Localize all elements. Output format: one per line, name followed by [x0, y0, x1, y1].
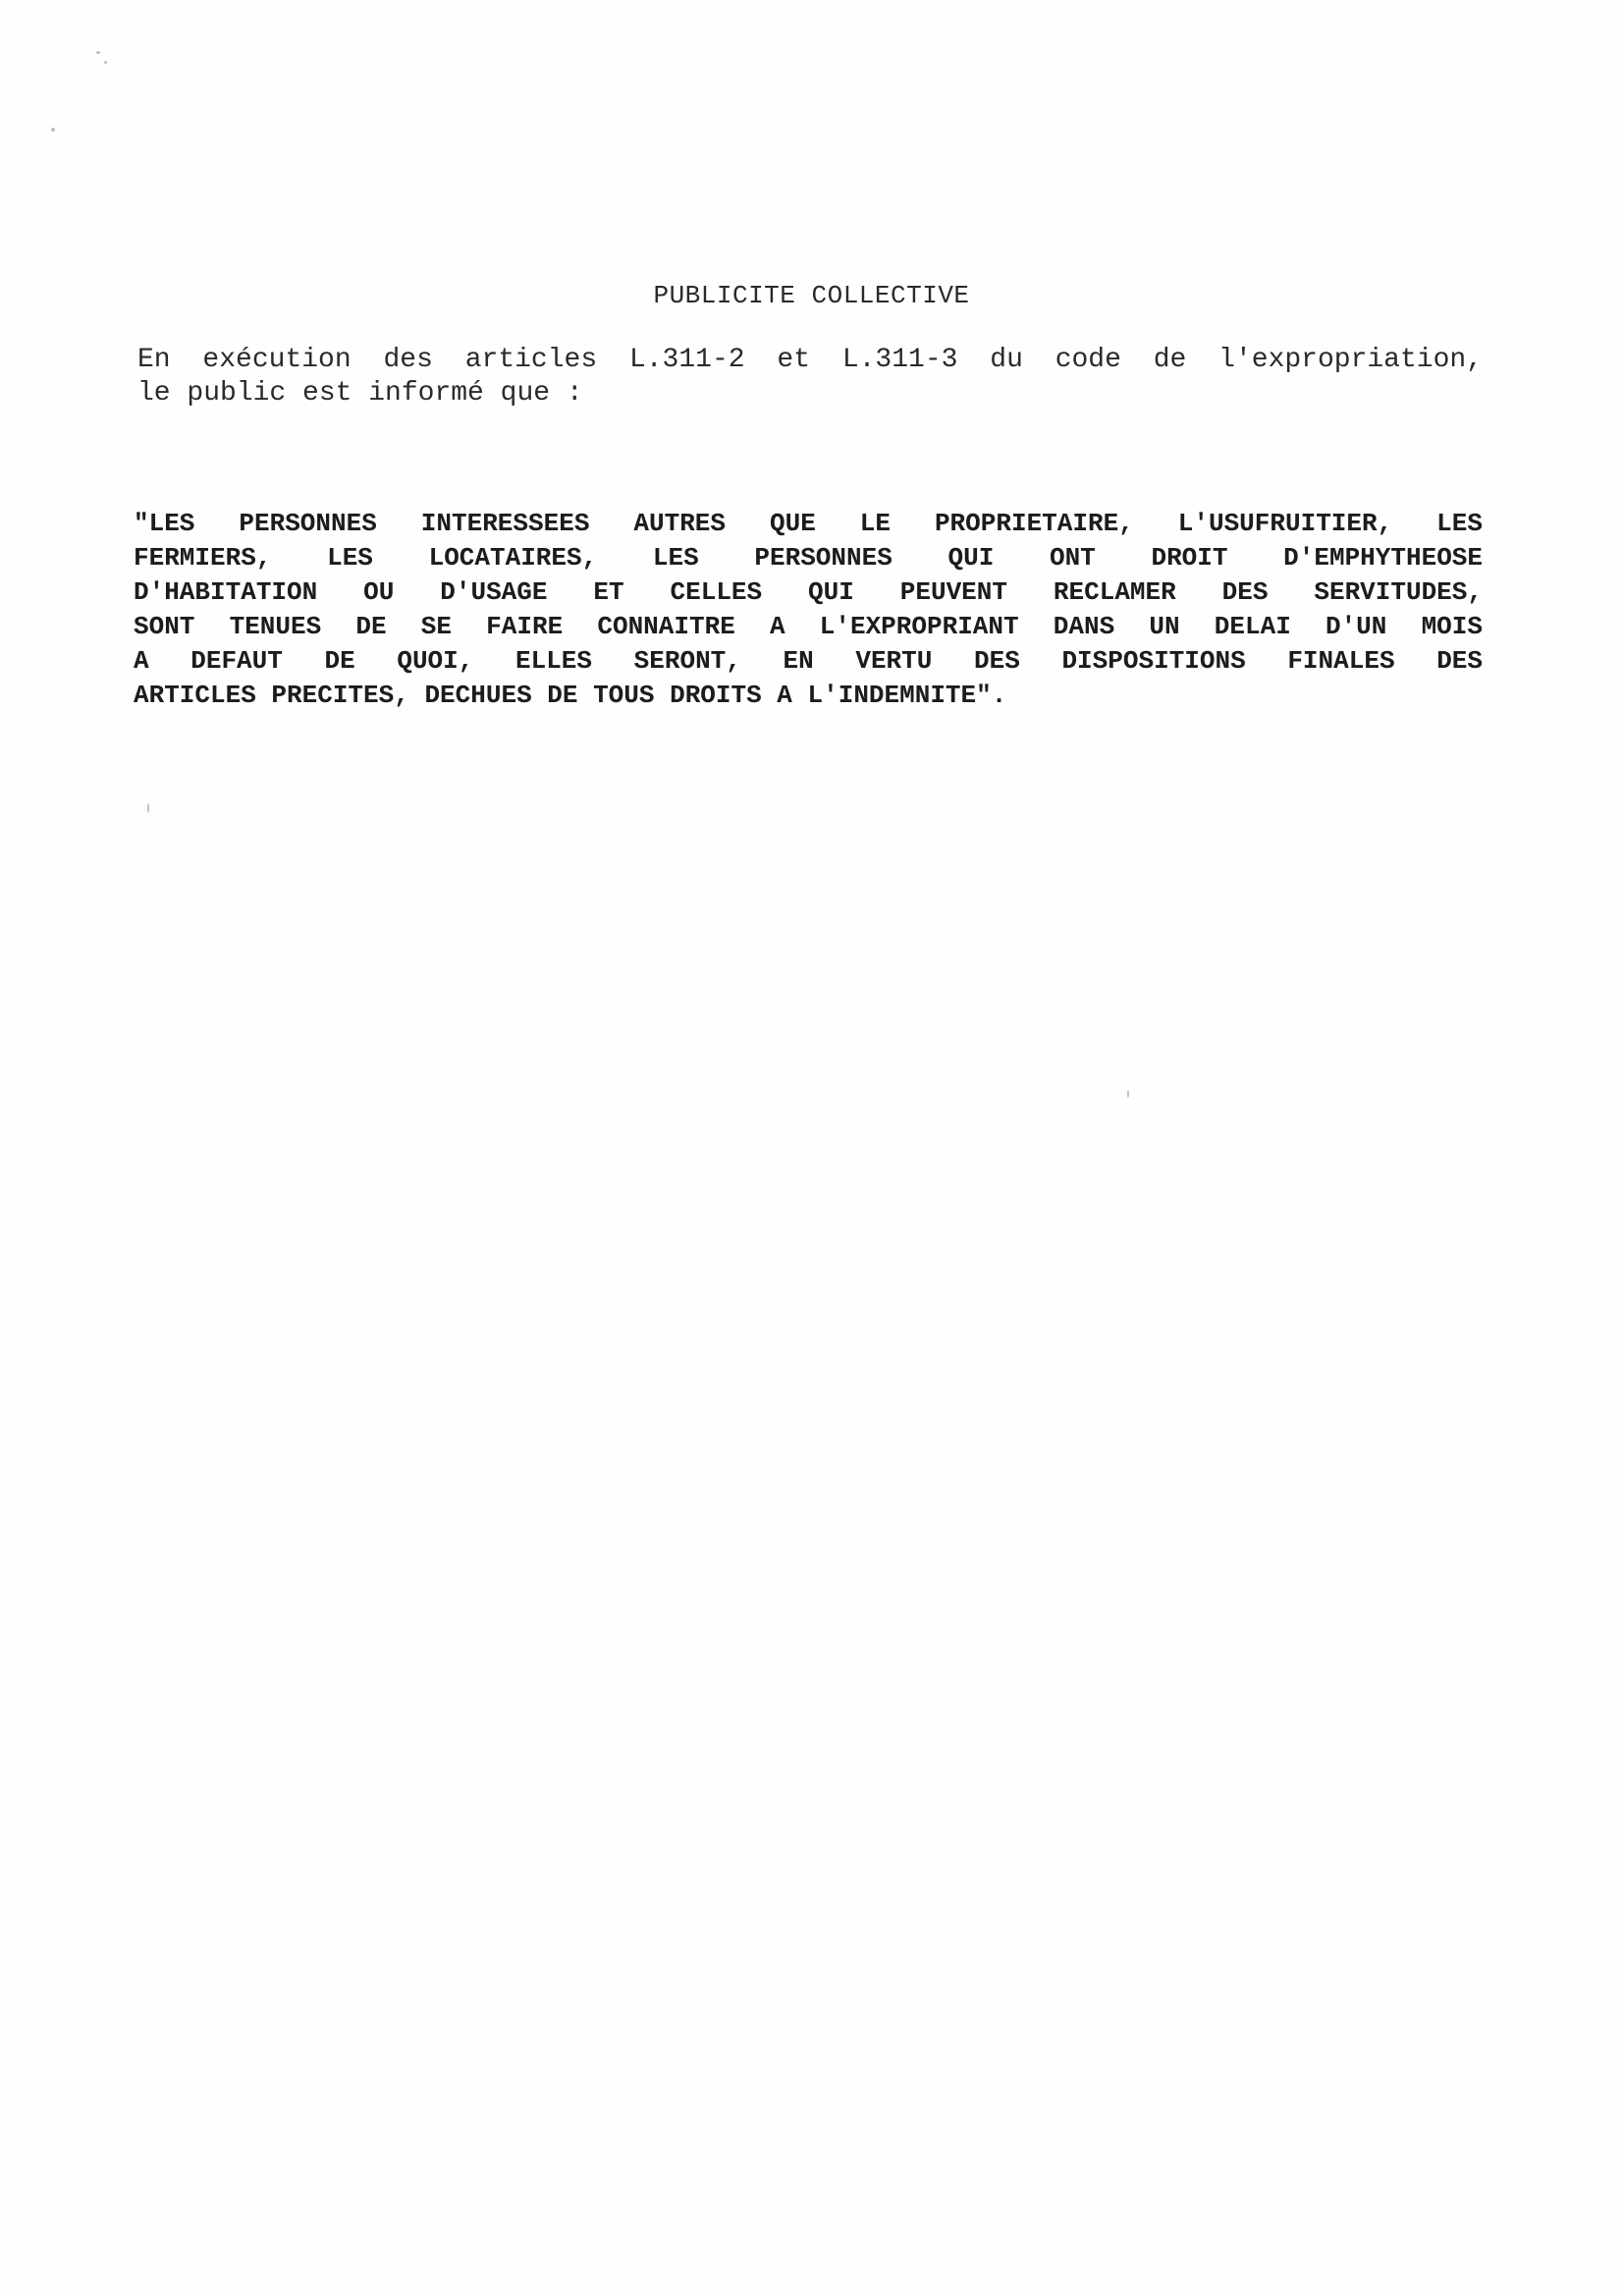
notice-line: "LES PERSONNES INTERESSEES AUTRES QUE LE PROPRIETAIRE, L'USUFRUITIER, LES [134, 509, 1483, 538]
notice-line: ARTICLES PRECITES, DECHUES DE TOUS DROITS A L'INDEMNITE". [134, 681, 1007, 710]
scan-speck [147, 803, 149, 813]
notice-paragraph [134, 507, 1483, 713]
notice-line: A DEFAUT DE QUOI, ELLES SERONT, EN VERTU DES DISPOSITIONS FINALES DES [134, 646, 1483, 676]
document-title: PUBLICITE COLLECTIVE [653, 281, 970, 310]
intro-paragraph [137, 344, 1483, 410]
scan-speck [51, 128, 55, 132]
intro-line: le public est informé que : [137, 378, 583, 409]
intro-line: En exécution des articles L.311-2 et L.311-3 du code de l'expropriation, [137, 345, 1483, 375]
notice-line: D'HABITATION OU D'USAGE ET CELLES QUI PEUVENT RECLAMER DES SERVITUDES, [134, 577, 1483, 607]
scan-speck [96, 51, 100, 54]
notice-line: SONT TENUES DE SE FAIRE CONNAITRE A L'EXPROPRIANT DANS UN DELAI D'UN MOIS [134, 612, 1483, 641]
notice-line: FERMIERS, LES LOCATAIRES, LES PERSONNES QUI ONT DROIT D'EMPHYTHEOSE [134, 543, 1483, 573]
scan-speck [1127, 1090, 1129, 1098]
scan-speck [104, 61, 107, 64]
